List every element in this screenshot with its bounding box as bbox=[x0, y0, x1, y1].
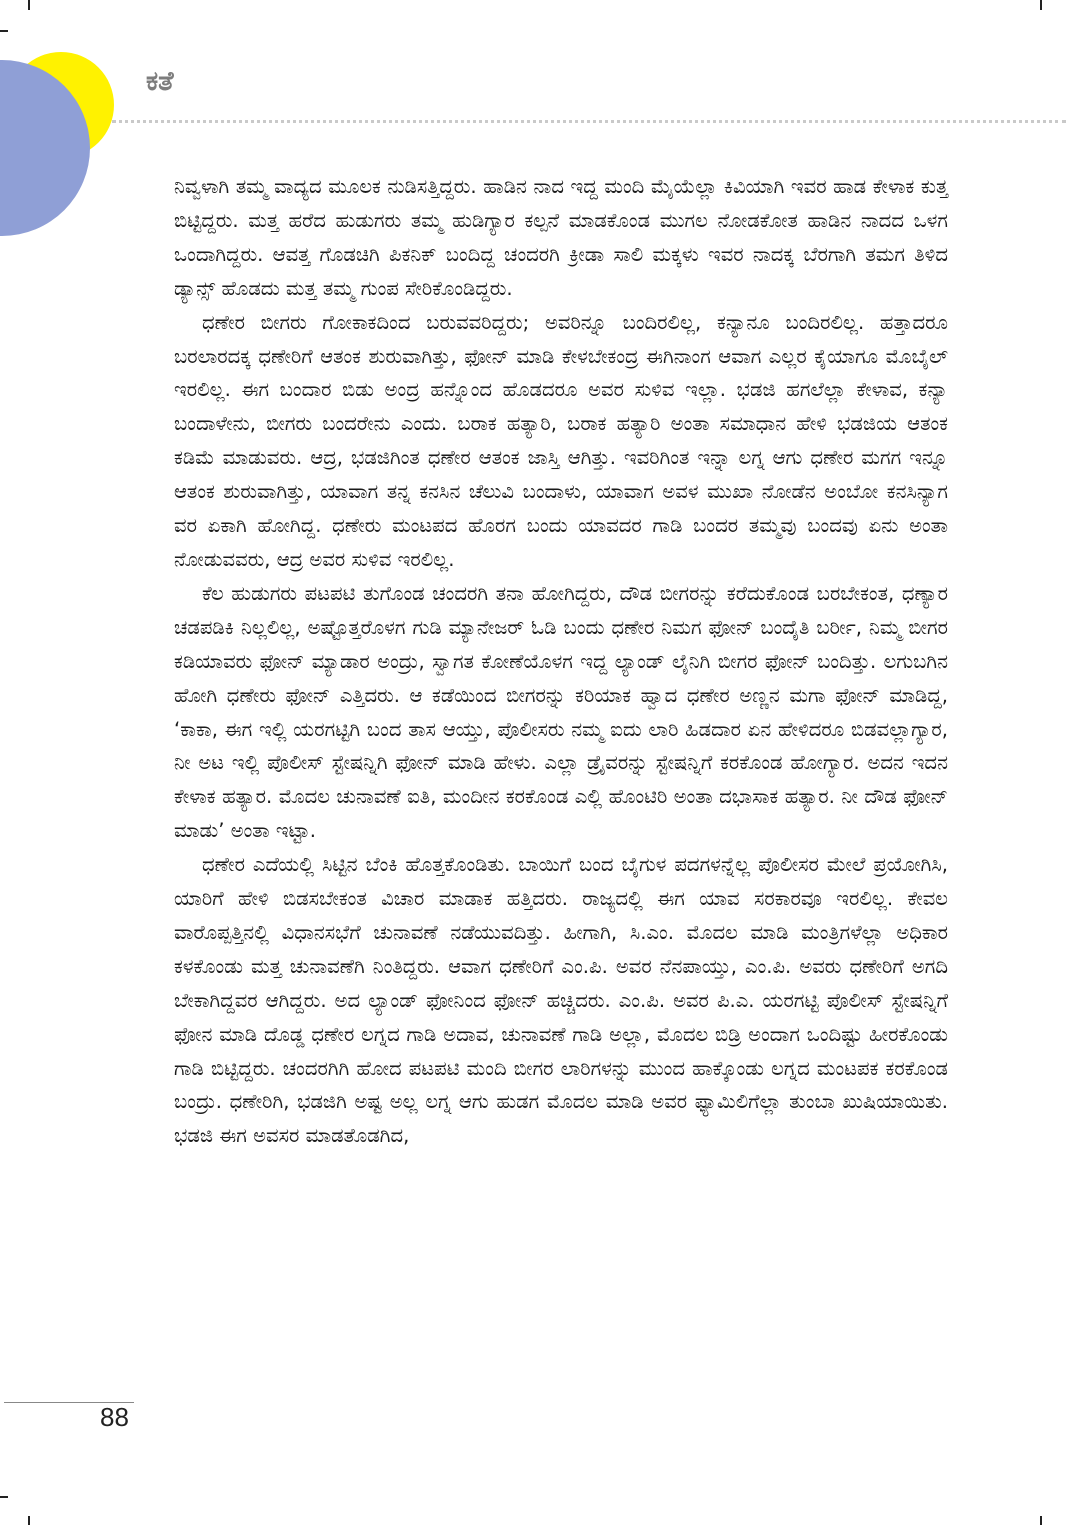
story-body bbox=[174, 170, 948, 1153]
paragraph-2: ಧಣೇರ ಬೀಗರು ಗೋಕಾಕದಿಂದ ಬರುವವರಿದ್ದರು; ಅವರಿನ್ನೂ ಬಂದಿರಲಿಲ್ಲ, ಕನ್ಯಾನೂ ಬಂದಿರಲಿಲ್ಲ. ಹತ್ತಾದರೂ ಬರಲಾರದಕ್ಕ ಧಣೇರಿಗೆ ಆತಂಕ ಶುರುವಾಗಿತ್ತು, ಫೋನ್ ಮಾಡಿ ಕೇಳಬೇಕಂದ್ರ ಈಗಿನಾಂಗ ಆವಾಗ ಎಲ್ಲರ ಕೈಯಾಗೂ ಮೊಬೈಲ್ ಇರಲಿಲ್ಲ. ಈಗ ಬಂದಾರ ಬಿಡು ಅಂದ್ರ ಹನ್ನೊಂದ ಹೊಡದರೂ ಅವರ ಸುಳಿವ ಇಲ್ಲಾ. ಭಡಜಿ ಹಗಲೆಲ್ಲಾ ಕೇಳಾವ, ಕನ್ಯಾ ಬಂದಾಳೇನು, ಬೀಗರು ಬಂದರೇನು ಎಂದು. ಬರಾಕ ಹತ್ಯಾರಿ, ಬರಾಕ ಹತ್ಯಾರಿ ಅಂತಾ ಸಮಾಧಾನ ಹೇಳಿ ಭಡಜಿಯ ಆತಂಕ ಕಡಿಮೆ ಮಾಡುವರು. ಆದ್ರ, ಭಡಜಿಗಿಂತ ಧಣೇರ ಆತಂಕ ಜಾಸ್ತಿ ಆಗಿತ್ತು. ಇವರಿಗಿಂತ ಇನ್ನಾ ಲಗ್ನ ಆಗು ಧಣೇರ ಮಗಗ ಇನ್ನೂ ಆತಂಕ ಶುರುವಾಗಿತ್ತು, ಯಾವಾಗ ತನ್ನ ಕನಸಿನ ಚೆಲುವಿ ಬಂದಾಳು, ಯಾವಾಗ ಅವಳ ಮುಖಾ ನೋಡೆನ ಅಂಬೋ ಕನಸಿನ್ಯಾಗ ವರ ಏಕಾಗಿ ಹೋಗಿದ್ದ. ಧಣೇರು ಮಂಟಪದ ಹೊರಗ ಬಂದು ಯಾವದರ ಗಾಡಿ ಬಂದರ ತಮ್ಮವು ಬಂದವು ಏನು ಅಂತಾ ನೋಡುವವರು, ಆದ್ರ ಅವರ ಸುಳಿವ ಇರಲಿಲ್ಲ. bbox=[174, 310, 948, 571]
paragraph-3: ಕೆಲ ಹುಡುಗರು ಪಟಪಟಿ ತುಗೊಂಡ ಚಂದರಗಿ ತನಾ ಹೋಗಿದ್ದರು, ದೌಡ ಬೀಗರನ್ನು ಕರೆದುಕೊಂಡ ಬರಬೇಕಂತ, ಧಣ್ಯಾರ ಚಡಪಡಿಕಿ ನಿಲ್ಲಲಿಲ್ಲ, ಅಷ್ಟೊತ್ತರೊಳಗ ಗುಡಿ ಮ್ಯಾನೇಜರ್ ಓಡಿ ಬಂದು ಧಣೇರ ನಿಮಗ ಫೋನ್ ಬಂದೈತಿ ಬರ್ರೀ, ನಿಮ್ಮ ಬೀಗರ ಕಡಿಯಾವರು ಫೋನ್ ಮ್ಯಾಡಾರ ಅಂದ್ರು, ಸ್ವಾಗತ ಕೋಣೆಯೊಳಗ ಇದ್ದ ಲ್ಯಾಂಡ್ ಲೈನಿಗಿ ಬೀಗರ ಫೋನ್ ಬಂದಿತ್ತು. ಲಗುಬಗಿನ ಹೋಗಿ ಧಣೇರು ಫೋನ್ ಎತ್ತಿದರು. ಆ ಕಡೆಯಿಂದ ಬೀಗರನ್ನು ಕರಿಯಾಕ ಹ್ವಾದ ಧಣೇರ ಅಣ್ಣನ ಮಗಾ ಫೋನ್ ಮಾಡಿದ್ದ, ‘ಕಾಕಾ, ಈಗ ಇಲ್ಲಿ ಯರಗಟ್ಟಿಗಿ ಬಂದ ತಾಸ ಆಯ್ತು, ಪೊಲೀಸರು ನಮ್ಮ ಐದು ಲಾರಿ ಹಿಡದಾರ ಏನ ಹೇಳಿದರೂ ಬಿಡವಲ್ಲಾಗ್ಯಾರ, ನೀ ಅಟ ಇಲ್ಲಿ ಪೊಲೀಸ್ ಸ್ಟೇಷನ್ನಿಗಿ ಫೋನ್ ಮಾಡಿ ಹೇಳು. ಎಲ್ಲಾ ಡ್ರೈವರನ್ನು ಸ್ಟೇಷನ್ನಿಗೆ ಕರಕೊಂಡ ಹೋಗ್ಯಾರ. ಅದನ ಇದನ ಕೇಳಾಕ ಹತ್ಯಾರ. ಮೊದಲ ಚುನಾವಣೆ ಐತಿ, ಮಂದೀನ ಕರಕೊಂಡ ಎಲ್ಲಿ ಹೊಂಟಿರಿ ಅಂತಾ ದಭಾಸಾಕ ಹತ್ಯಾರ. ನೀ ದೌಡ ಫೋನ್ ಮಾಡು’ ಅಂತಾ ಇಟ್ಟಾ. bbox=[174, 581, 948, 843]
crop-mark-top-right-v bbox=[1040, 0, 1042, 10]
crop-mark-bottom-left-v bbox=[28, 1516, 30, 1525]
page-number: 88 bbox=[100, 1402, 129, 1432]
header-dotted-divider bbox=[112, 120, 1066, 123]
crop-mark-bottom-right-v bbox=[1040, 1516, 1042, 1525]
crop-mark-top-left-v bbox=[28, 0, 30, 10]
paragraph-1: ನಿವ್ವಳಾಗಿ ತಮ್ಮ ವಾದ್ಯದ ಮೂಲಕ ನುಡಿಸತ್ತಿದ್ದರು. ಹಾಡಿನ ನಾದ ಇದ್ದ ಮಂದಿ ಮೈಯೆಲ್ಲಾ ಕಿವಿಯಾಗಿ ಇವರ ಹಾಡ ಕೇಳಾಕ ಕುತ್ತ ಬಿಟ್ಟಿದ್ದರು. ಮತ್ತ ಹರೆದ ಹುಡುಗರು ತಮ್ಮ ಹುಡಿಗ್ಯಾರ ಕಲ್ಪನೆ ಮಾಡಕೊಂಡ ಮುಗಲ ನೋಡಕೋತ ಹಾಡಿನ ನಾದದ ಒಳಗ ಒಂದಾಗಿದ್ದರು. ಆವತ್ತ ಗೊಡಚಿಗಿ ಪಿಕನಿಕ್ ಬಂದಿದ್ದ ಚಂದರಗಿ ಕ್ರೀಡಾ ಸಾಲಿ ಮಕ್ಕಳು ಇವರ ನಾದಕ್ಕ ಬೆರಗಾಗಿ ತಮಗ ತಿಳಿದ ಡ್ಯಾನ್ಸ್ ಹೊಡದು ಮತ್ತ ತಮ್ಮ ಗುಂಪ ಸೇರಿಕೊಂಡಿದ್ದರು. bbox=[174, 175, 948, 300]
paragraph-4: ಧಣೇರ ಎದೆಯಲ್ಲಿ ಸಿಟ್ಟಿನ ಬೆಂಕಿ ಹೊತ್ತಕೊಂಡಿತು. ಬಾಯಿಗೆ ಬಂದ ಬೈಗುಳ ಪದಗಳನ್ನೆಲ್ಲ ಪೊಲೀಸರ ಮೇಲೆ ಪ್ರಯೋಗಿಸಿ, ಯಾರಿಗೆ ಹೇಳಿ ಬಿಡಸಬೇಕಂತ ವಿಚಾರ ಮಾಡಾಕ ಹತ್ತಿದರು. ರಾಜ್ಯದಲ್ಲಿ ಈಗ ಯಾವ ಸರಕಾರವೂ ಇರಲಿಲ್ಲ. ಕೇವಲ ವಾರೊಪ್ಪತ್ತಿನಲ್ಲಿ ವಿಧಾನಸಭೆಗೆ ಚುನಾವಣೆ ನಡೆಯುವದಿತ್ತು. ಹೀಗಾಗಿ, ಸಿ.ಎಂ. ಮೊದಲ ಮಾಡಿ ಮಂತ್ರಿಗಳೆಲ್ಲಾ ಅಧಿಕಾರ ಕಳಕೊಂಡು ಮತ್ತ ಚುನಾವಣೆಗಿ ನಿಂತಿದ್ದರು. ಆವಾಗ ಧಣೇರಿಗೆ ಎಂ.ಪಿ. ಅವರ ನೆನಪಾಯ್ತು, ಎಂ.ಪಿ. ಅವರು ಧಣೇರಿಗೆ ಅಗದಿ ಬೇಕಾಗಿದ್ದವರ ಆಗಿದ್ದರು. ಅದ ಲ್ಯಾಂಡ್ ಫೋನಿಂದ ಫೋನ್ ಹಚ್ಚಿದರು. ಎಂ.ಪಿ. ಅವರ ಪಿ.ಎ. ಯರಗಟ್ಟಿ ಪೊಲೀಸ್ ಸ್ಟೇಷನ್ನಿಗೆ ಫೋನ ಮಾಡಿ ದೊಡ್ಡ ಧಣೇರ ಲಗ್ನದ ಗಾಡಿ ಅದಾವ, ಚುನಾವಣೆ ಗಾಡಿ ಅಲ್ಲಾ, ಮೊದಲ ಬಿಡ್ರಿ ಅಂದಾಗ ಒಂದಿಷ್ಟು ಹೀರಕೊಂಡು ಗಾಡಿ ಬಿಟ್ಟಿದ್ದರು. ಚಂದರಗಿಗಿ ಹೋದ ಪಟಪಟಿ ಮಂದಿ ಬೀಗರ ಲಾರಿಗಳನ್ನು ಮುಂದ ಹಾಕ್ಕೊಂಡು ಲಗ್ನದ ಮಂಟಪಕ ಕರಕೊಂಡ ಬಂದ್ರು. ಧಣೇರಿಗಿ, ಭಡಜಿಗಿ ಅಷ್ಟ ಅಲ್ಲ ಲಗ್ನ ಆಗು ಹುಡಗ ಮೊದಲ ಮಾಡಿ ಅವರ ಫ್ಯಾಮಿಲಿಗೆಲ್ಲಾ ತುಂಬಾ ಖುಷಿಯಾಯಿತು. ಭಡಜಿ ಈಗ ಅವಸರ ಮಾಡತೊಡಗಿದ, bbox=[174, 853, 948, 1148]
crop-mark-bottom-left-h bbox=[0, 1496, 8, 1498]
crop-mark-top-left-h bbox=[0, 30, 8, 32]
section-title: ಕತೆ bbox=[146, 66, 174, 97]
